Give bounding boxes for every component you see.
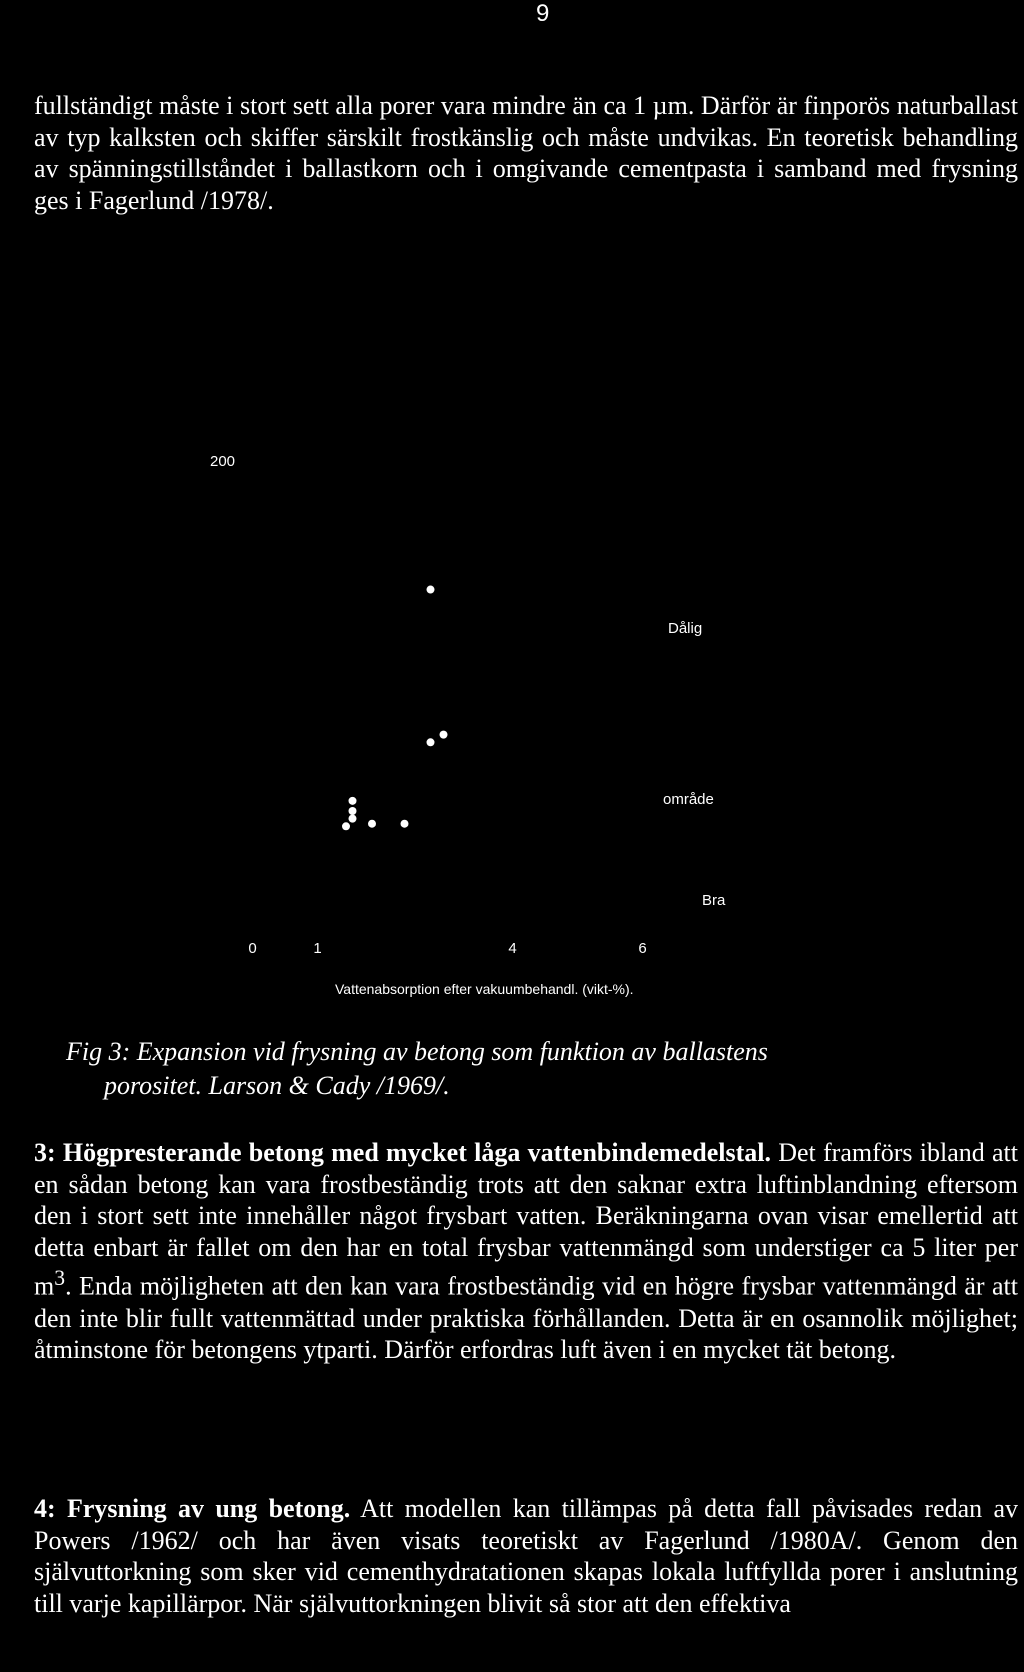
x-tick-label: 4 xyxy=(508,940,517,957)
data-point-4 xyxy=(349,797,357,805)
data-point-9 xyxy=(342,822,350,830)
figure-caption xyxy=(66,1035,966,1103)
paragraph-high-performance-concrete xyxy=(34,1137,1018,1366)
data-point-6 xyxy=(349,815,357,823)
x-tick-label: 1 xyxy=(313,940,322,957)
y-tick-label: 200 xyxy=(210,452,236,470)
paragraph-text: . Enda möjligheten att den kan vara frostbeständig vid en högre frysbar vattenmängd är att den inte blir fullt vattenmättad under praktiska förhållanden. Detta är en osannolik möjlighet; åtminstone för betongens ytparti. Därför erfordras luft även i en mycket tät betong. xyxy=(34,1272,1018,1365)
caption-line-1: Fig 3: Expansion vid frysning av betong som funktion av ballastens xyxy=(66,1037,768,1066)
paragraph-aggregate-porosity: fullständigt måste i stort sett alla porer vara mindre än ca 1 µm. Därför är finporös naturballast av typ kalksten och skiffer särskilt frostkänslig och måste undvikas. En teoretisk behandling av spänningstillståndet i ballastkorn och i omgivande cementpasta i samband med frysning ges i Fagerlund /1978/. xyxy=(34,91,1018,215)
region-label-poor: Dålig xyxy=(668,620,703,637)
superscript: 3 xyxy=(54,1266,66,1291)
data-point-8 xyxy=(401,820,409,828)
data-point-5 xyxy=(349,807,357,815)
paragraph-young-concrete xyxy=(34,1493,1018,1619)
x-tick-label: 6 xyxy=(638,940,647,957)
region-label-area: område xyxy=(663,791,714,808)
data-point-1 xyxy=(427,586,435,594)
x-axis-label: Vattenabsorption efter vakuumbehandl. (vikt-%). xyxy=(335,981,634,997)
y-axis-ticks xyxy=(210,453,235,470)
paragraph-text: Det framförs ibland att en sådan betong kan vara frostbeständig trots att den saknar extra luftinblandning eftersom den i stort sett inte innehåller något frysbart vatten. Beräkningarna ovan visar emellertid att detta enbart är fallet om den har en total frysbar vattenmängd som understiger ca 5 liter per m xyxy=(34,1138,1018,1302)
page-number: 9 xyxy=(536,0,550,27)
data-point-2 xyxy=(427,738,435,746)
x-axis-ticks xyxy=(248,940,646,957)
paragraph-text: Att modellen kan tillämpas på detta fall påvisades redan av Powers /1962/ och har även visats teoretiskt av Fagerlund /1980A/. Genom den självuttorkning som sker vid cementhydratationen skapas lokala luftfyllda porer i anslutning till varje kapillärpor. När självuttorkningen blivit så stor att den effektiva xyxy=(34,1494,1019,1618)
data-points xyxy=(342,586,448,831)
x-tick-label: 0 xyxy=(248,940,257,957)
scatter-chart xyxy=(0,420,1024,1000)
region-label-good: Bra xyxy=(702,892,726,909)
paragraph-heading: 3: Högpresterande betong med mycket låga vattenbindemedelstal. xyxy=(34,1138,771,1167)
data-point-7 xyxy=(368,820,376,828)
data-point-3 xyxy=(440,731,448,739)
paragraph-heading: 4: Frysning av ung betong. xyxy=(34,1494,351,1523)
caption-line-2: porositet. Larson & Cady /1969/. xyxy=(104,1071,450,1100)
